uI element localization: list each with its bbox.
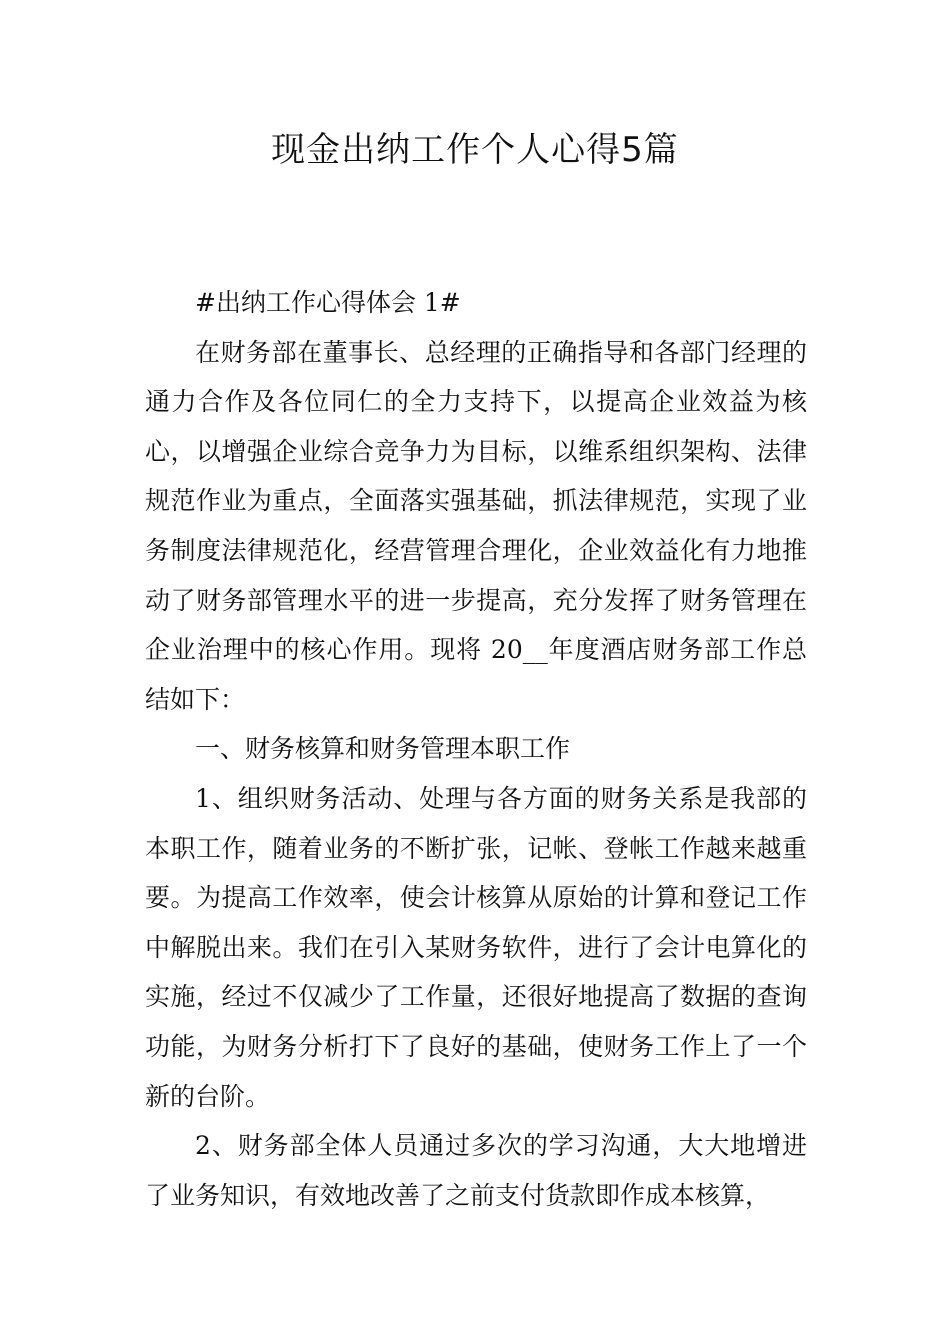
section-heading: 一、财务核算和财务管理本职工作: [195, 734, 571, 764]
body-paragraph: 在财务部在董事长、总经理的正确指导和各部门经理的通力合作及各位同仁的全力支持下，以提高企业效益为核心，以增强企业综合竞争力为目标，以维系组织架构、法律规范作业为重点，全面落实强基础，抓法律规范，实现了业务制度法律规范化，经营管理合理化，企业效益化有力地推动了财务部管理水平的进一步提高，充分发挥了财务管理在企业治理中的核心作用。现将 20__年度酒店财务部工作总结如下：: [145, 337, 807, 714]
section-heading: #出纳工作心得体会 1#: [195, 288, 461, 317]
document-title: 现金出纳工作个人心得5篇: [271, 130, 679, 170]
body-paragraph: 1、组织财务活动、处理与各方面的财务关系是我部的本职工作，随着业务的不断扩张，记帐、登帐工作越来越重要。为提高工作效率，使会计核算从原始的计算和登记工作中解脱出来。我们在引入某财务软件，进行了会计电算化的实施，经过不仅减少了工作量，还很好地提高了数据的查询功能，为财务分析打下了良好的基础，使财务工作上了一个新的台阶。: [145, 783, 807, 1111]
document-body: [145, 278, 807, 1220]
body-paragraph: 2、财务部全体人员通过多次的学习沟通，大大地增进了业务知识，有效地改善了之前支付货款即作成本核算，: [145, 1131, 807, 1210]
